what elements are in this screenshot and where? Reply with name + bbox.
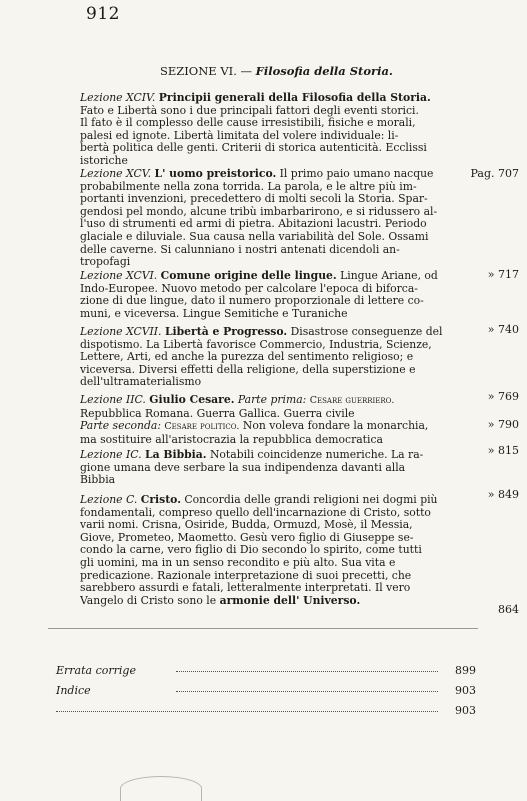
entry-line: ma sostituire all'aristocrazia la repubblica democratica <box>80 433 383 446</box>
entry-line: fondamentali, compreso quello dell'incarnazione di Cristo, sotto <box>80 506 431 519</box>
entry-line: palesi ed ignote. Libertà limitata del volere individuale: li- <box>80 129 399 142</box>
entry-line: dell'ultramaterialismo <box>80 376 202 389</box>
page-number: 912 <box>86 4 120 24</box>
entry-line: Il fato è il complesso delle cause irresistibili, fisiche e morali, <box>80 117 416 130</box>
entry-line: viceversa. Diversi effetti della religione, della superstizione e <box>80 363 416 376</box>
errata-line <box>56 664 476 677</box>
indice-page: 903 <box>455 684 476 697</box>
entry-line: Repubblica Romana. Guerra Gallica. Guerra civile <box>80 407 355 420</box>
entry-emphasis: armonie dell' Universo. <box>219 594 361 607</box>
continuation-page: 903 <box>455 704 476 717</box>
toc-entry-xcv <box>80 168 458 269</box>
section-heading <box>160 64 393 78</box>
entry-line: condo la carne, vero figlio di Dio secondo lo spirito, come tutti <box>80 544 422 557</box>
entry-line: Giove, Prometeo, Maometto. Gesù vero figlio di Giuseppe se- <box>80 531 414 544</box>
entry-line: varii nomi. Crisna, Osiride, Budda, Ormuzd, Mosè, il Messia, <box>80 519 413 532</box>
entry-page-ref: » 717 <box>487 268 519 281</box>
entry-label: Lezione XCVI. <box>80 270 158 282</box>
entry-line: Fato e Libertà sono i due principali fattori degli eventi storici. <box>80 104 419 117</box>
entry-title: La Bibbia. <box>145 449 207 461</box>
entry-title: Comune origine delle lingue. <box>160 270 337 282</box>
entry-line: Non voleva fondare la monarchia, <box>242 420 429 433</box>
entry-page-ref: » 849 <box>487 488 519 501</box>
entry-label: Lezione XCVII. <box>80 326 162 338</box>
entry-line: Bibbia <box>80 474 116 487</box>
entry-line: Disastrose conseguenze del <box>290 326 443 338</box>
entry-label: Lezione XCIV. <box>80 92 156 104</box>
entry-line: Indo-Europee. Nuovo metodo per calcolare l'epoca di biforca- <box>80 282 418 295</box>
entry-title: L' uomo preistorico. <box>154 168 277 180</box>
indice-label: Indice <box>56 684 91 697</box>
errata-page: 899 <box>455 664 476 677</box>
entry-label: Lezione IIC. <box>80 394 146 406</box>
entry-line: Concordia delle grandi religioni nei dogmi più <box>184 494 438 506</box>
toc-entry-xcvii <box>80 326 458 389</box>
entry-line: Lingue Ariane, od <box>340 270 438 282</box>
toc-entry-c <box>80 494 458 607</box>
part-heading: Cesare guerriero. <box>309 395 395 406</box>
entry-page-ref: » 769 <box>487 390 519 403</box>
entry-line: gli uomini, ma in un senso recondito e più alto. Sua vita e <box>80 556 396 569</box>
toc-entry-ic <box>80 449 458 487</box>
entry-line: zione di due lingue, dato il numero proporzionale di lettere co- <box>80 295 424 308</box>
toc-entry-xcvi <box>80 270 458 320</box>
indice-line <box>56 684 476 697</box>
entry-line: glaciale e diluviale. Sua causa nella variabilità del Sole. Ossami <box>80 230 429 243</box>
entry-label: Lezione IC. <box>80 449 142 461</box>
entry-line: Il primo paio umano nacque <box>279 168 434 180</box>
entry-line: muni, e viceversa. Lingue Semitiche e Turaniche <box>80 307 348 320</box>
leader-dots <box>56 711 438 712</box>
entry-title: Libertà e Progresso. <box>164 326 288 338</box>
entry-title: Cristo. <box>140 494 181 506</box>
entry-line: delle caverne. Si calunniano i nostri antenati dicendoli an- <box>80 243 400 256</box>
entry-page-ref: » 740 <box>487 323 519 336</box>
part-heading: Cesare politico. <box>164 421 240 433</box>
entry-page-ref: » 790 <box>487 418 519 431</box>
entry-page-ref: 864 <box>498 603 519 616</box>
entry-line: gendosi pel mondo, alcune tribù imbarbarirono, e si ridussero al- <box>80 205 438 218</box>
entry-page-ref: » 815 <box>487 444 519 457</box>
section-subtitle: Filosofia della Storia. <box>255 64 393 78</box>
entry-line: Vangelo di Cristo sono le <box>80 594 217 607</box>
toc-entry-iic <box>80 394 458 446</box>
section-label: SEZIONE VI. — <box>160 64 253 78</box>
entry-line: Lettere, Arti, ed anche la purezza del sentimento religioso; e <box>80 351 414 364</box>
entry-line: predicazione. Razionale interpretazione di suoi precetti, che <box>80 569 412 582</box>
part-label: Parte prima: <box>237 394 307 406</box>
entry-line: portanti invenzioni, precedettero di molti secoli la Storia. Spar- <box>80 193 428 206</box>
part-label: Parte seconda: <box>80 420 161 433</box>
entry-label: Lezione C. <box>80 494 138 506</box>
entry-line: l'uso di strumenti ed armi di pietra. Abitazioni lacustri. Periodo <box>80 218 427 231</box>
entry-line: istoriche <box>80 154 128 167</box>
ink-smudge <box>120 776 202 801</box>
errata-label: Errata corrige <box>56 664 136 677</box>
entry-title: Principii generali della Filosofia della Storia. <box>158 92 431 104</box>
entry-line: Notabili coincidenze numeriche. La ra- <box>209 449 424 461</box>
toc-entry-xciv <box>80 92 458 168</box>
entry-title: Giulio Cesare. <box>149 394 235 406</box>
entry-line: gione umana deve serbare la sua indipendenza davanti alla <box>80 461 406 474</box>
leader-dots <box>176 691 438 692</box>
divider <box>48 628 478 629</box>
entry-label: Lezione XCV. <box>80 168 152 180</box>
entry-line: probabilmente nella zona torrida. La parola, e le altre più im- <box>80 180 417 193</box>
entry-line: sarebbero assurdi e fatali, letteralmente interpretati. Il vero <box>80 582 411 595</box>
entry-page-ref: Pag. 707 <box>470 167 519 180</box>
entry-line: bertà politica delle genti. Criterii di storica autenticità. Ecclissi <box>80 142 427 155</box>
entry-line: tropofagi <box>80 256 131 269</box>
entry-line: dispotismo. La Libertà favorisce Commercio, Industria, Scienze, <box>80 338 432 351</box>
leader-dots <box>176 671 438 672</box>
